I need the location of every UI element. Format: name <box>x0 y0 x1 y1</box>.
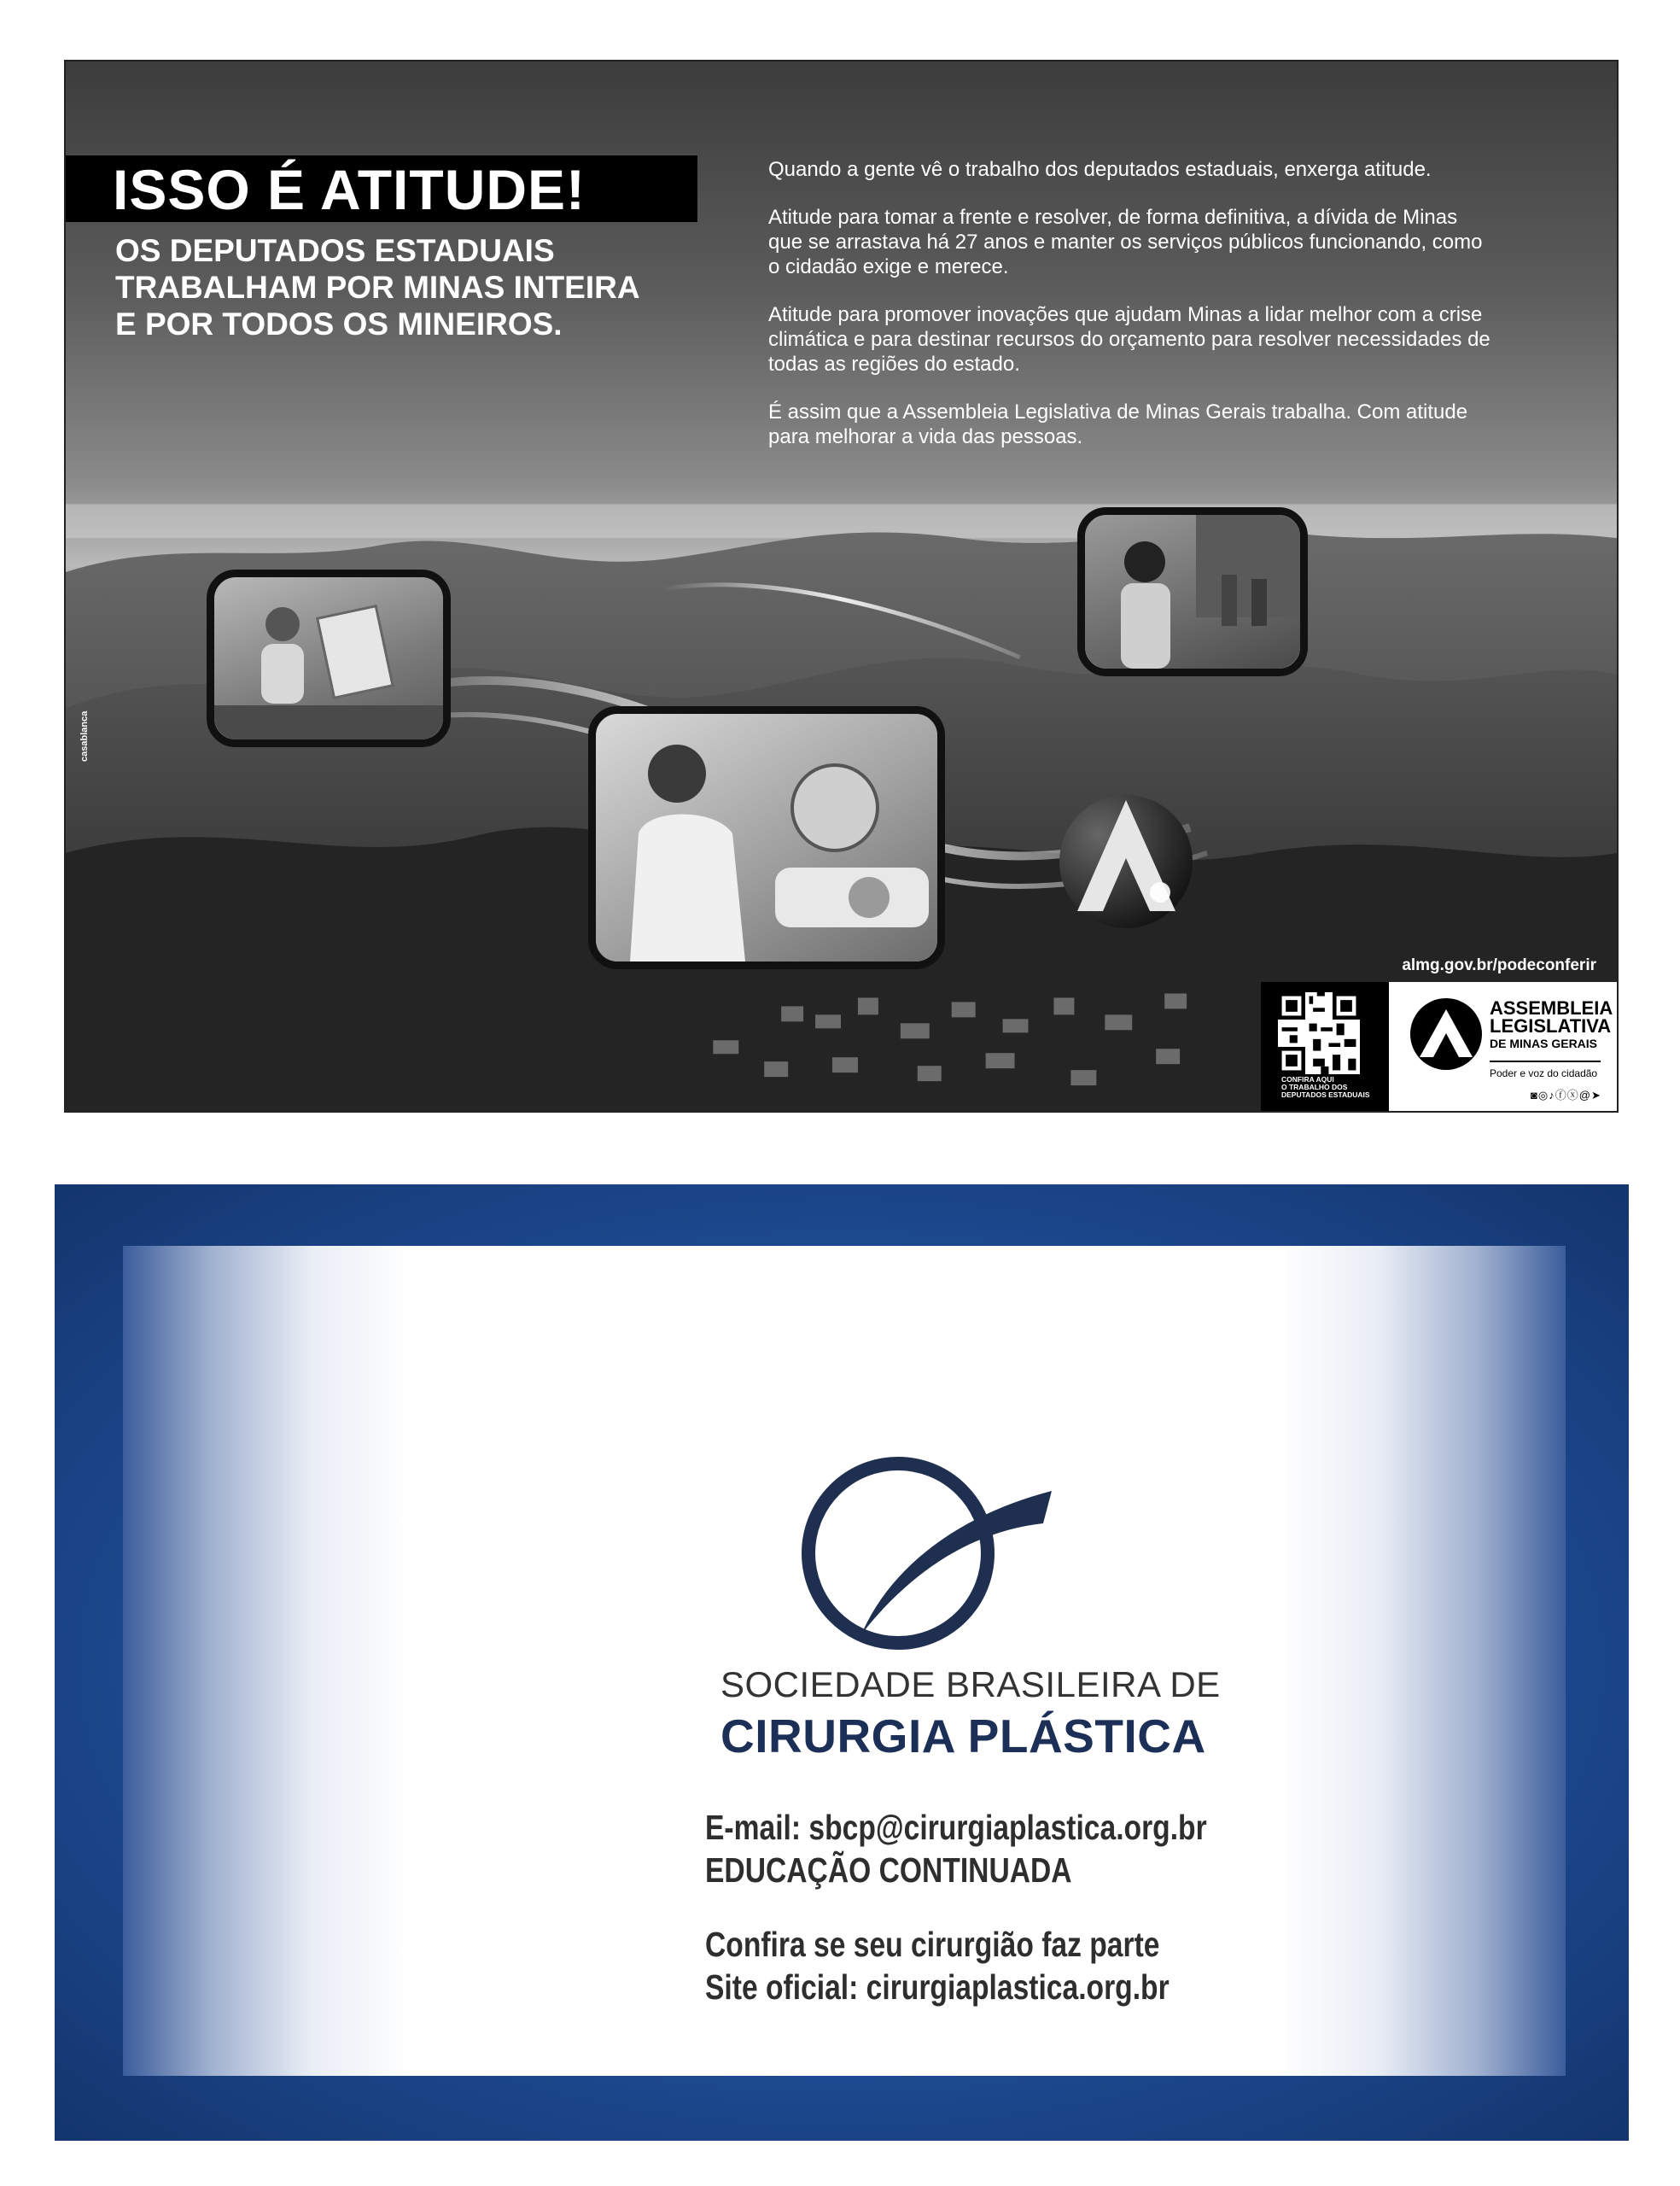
almg-tagline: Poder e voz do cidadão <box>1490 1067 1598 1079</box>
almg-name-line: ASSEMBLEIA <box>1490 997 1613 1019</box>
subheadline-line: E POR TODOS OS MINEIROS. <box>115 307 563 342</box>
body-paragraph: É assim que a Assembleia Legislativa de Minas Gerais trabalha. Com atitude para melhorar a vida das pessoas. <box>768 400 1468 448</box>
telegram-icon[interactable]: ➤ <box>1590 1089 1601 1102</box>
youtube-icon[interactable]: ◙ <box>1531 1089 1538 1102</box>
sbcp-logo-icon <box>772 1438 1053 1660</box>
instagram-icon[interactable]: ◎ <box>1537 1089 1549 1102</box>
social-icons <box>1531 1086 1601 1102</box>
woman-illustration <box>1085 515 1300 669</box>
bubble-photo-woman-street <box>1077 507 1308 676</box>
website-url: almg.gov.br/podeconferir <box>1402 956 1596 974</box>
almg-logo-icon <box>1409 997 1483 1071</box>
almg-emblem-3d <box>1056 792 1197 932</box>
headline-bar <box>66 155 697 222</box>
girl-painting-illustration <box>214 577 443 739</box>
qr-label-line: O TRABALHO DOS <box>1281 1083 1348 1091</box>
subheadline-line: TRABALHAM POR MINAS INTEIRA <box>115 270 640 305</box>
qr-label <box>1281 1076 1370 1099</box>
almg-state: DE MINAS GERAIS <box>1490 1037 1598 1050</box>
society-name-line1: SOCIEDADE BRASILEIRA DE <box>720 1664 1221 1704</box>
facebook-icon[interactable]: ⓕ <box>1555 1089 1567 1102</box>
body-paragraph: Quando a gente vê o trabalho dos deputados estaduais, enxerga atitude. <box>768 158 1432 181</box>
x-icon[interactable]: ⓧ <box>1566 1089 1579 1102</box>
subheadline-line: OS DEPUTADOS ESTADUAIS <box>115 233 555 268</box>
qr-label-line: DEPUTADOS ESTADUAIS <box>1281 1090 1370 1099</box>
threads-icon[interactable]: @ <box>1578 1089 1591 1102</box>
contact-email: E-mail: sbcp@cirurgiaplastica.org.br <box>705 1808 1207 1847</box>
sbcp-card-panel <box>123 1246 1566 2076</box>
official-site: Site oficial: cirurgiaplastica.org.br <box>705 1967 1170 2007</box>
almg-advertisement <box>64 60 1619 1113</box>
bubble-photo-doctor-patient <box>588 706 945 969</box>
bubble-photo-girl-painting <box>207 570 451 747</box>
doctor-illustration <box>596 714 937 961</box>
tiktok-icon[interactable]: ♪ <box>1549 1089 1555 1102</box>
continuing-education: EDUCAÇÃO CONTINUADA <box>705 1850 1072 1890</box>
body-copy <box>768 157 1588 472</box>
sbcp-card <box>55 1184 1629 2141</box>
society-name-line2: CIRURGIA PLÁSTICA <box>720 1710 1206 1762</box>
qr-code <box>1278 992 1360 1074</box>
agency-credit: casablanca <box>79 710 90 762</box>
qr-code-block <box>1261 982 1389 1113</box>
body-paragraph: Atitude para tomar a frente e resolver, de forma definitiva, a dívida de Minas que se arrastava há 27 anos e manter os serviços públicos funcionando, como o cidadão exige e merece. <box>768 206 1483 278</box>
headline: ISSO É ATITUDE! <box>113 158 586 221</box>
check-surgeon-text: Confira se seu cirurgião faz parte <box>705 1925 1160 1964</box>
divider <box>1490 1061 1601 1062</box>
qr-label-line: CONFIRA AQUI <box>1281 1075 1334 1084</box>
body-paragraph: Atitude para promover inovações que ajudam Minas a lidar melhor com a crise climática e para destinar recursos do orçamento para resolver necessidades de todas as regiões do estado. <box>768 303 1490 376</box>
almg-name-line: LEGISLATIVA <box>1490 1015 1612 1037</box>
almg-logo-block <box>1389 982 1619 1113</box>
subheadline <box>115 232 713 342</box>
almg-name <box>1490 999 1613 1053</box>
